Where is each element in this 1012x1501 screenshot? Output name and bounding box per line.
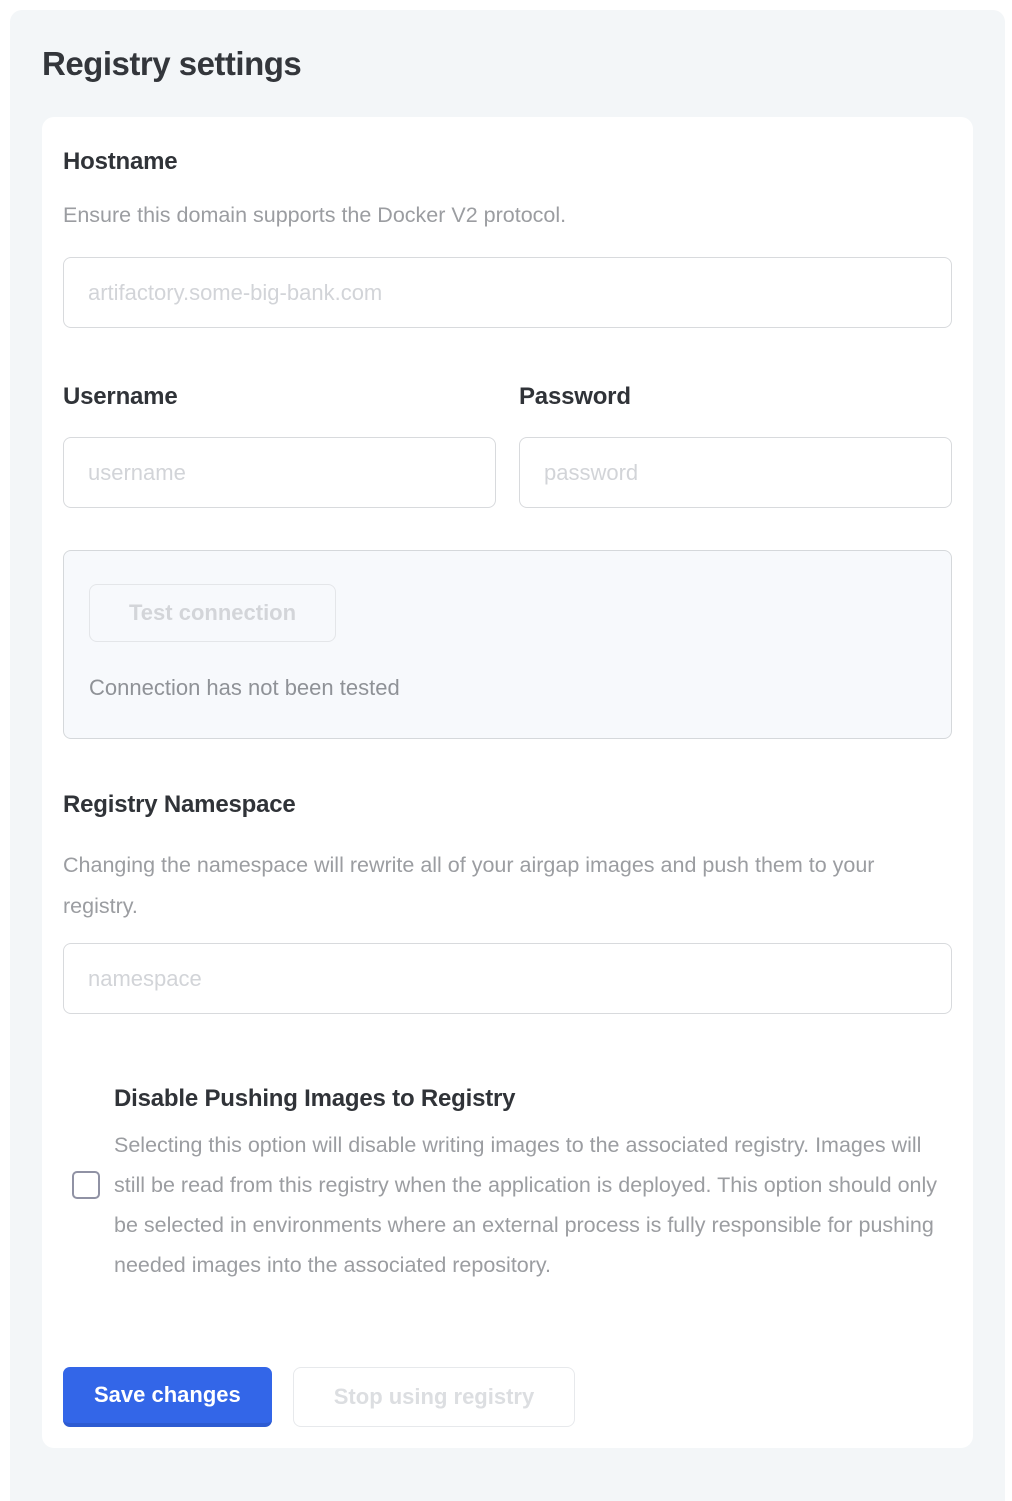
disable-pushing-description: Selecting this option will disable writing images to the associated registry. Images will still be read from this registry when the application is deployed. This option should only be selected in environments where an external process is fully responsible for pushing needed images into the associated repository. — [114, 1133, 938, 1277]
connection-status-text: Connection has not been tested — [89, 675, 400, 700]
password-field — [519, 382, 952, 508]
page-title: Registry settings — [42, 45, 302, 82]
username-label: Username — [63, 383, 178, 410]
hostname-input[interactable] — [63, 257, 952, 328]
username-input[interactable] — [63, 437, 496, 508]
hostname-label: Hostname — [63, 148, 178, 175]
disable-pushing-checkbox[interactable] — [72, 1171, 100, 1199]
username-field — [63, 382, 496, 508]
hostname-help-text: Ensure this domain supports the Docker V2 protocol. — [63, 203, 567, 227]
test-connection-button[interactable]: Test connection — [89, 584, 336, 642]
credentials-row — [63, 382, 952, 508]
namespace-label: Registry Namespace — [63, 791, 296, 818]
disable-pushing-label: Disable Pushing Images to Registry — [114, 1085, 516, 1112]
namespace-field — [63, 790, 952, 1014]
form-actions — [63, 1367, 952, 1427]
disable-pushing-text — [114, 1084, 952, 1285]
settings-panel — [10, 10, 1005, 1501]
namespace-input[interactable] — [63, 943, 952, 1014]
namespace-help-text: Changing the namespace will rewrite all of your airgap images and push them to your registry. — [63, 853, 875, 918]
registry-settings-card — [42, 117, 973, 1448]
password-label: Password — [519, 383, 631, 410]
disable-pushing-option — [63, 1084, 952, 1285]
password-input[interactable] — [519, 437, 952, 508]
stop-using-registry-button[interactable]: Stop using registry — [293, 1367, 575, 1427]
hostname-field — [63, 147, 952, 328]
test-connection-panel — [63, 550, 952, 739]
save-changes-button[interactable]: Save changes — [63, 1367, 272, 1427]
